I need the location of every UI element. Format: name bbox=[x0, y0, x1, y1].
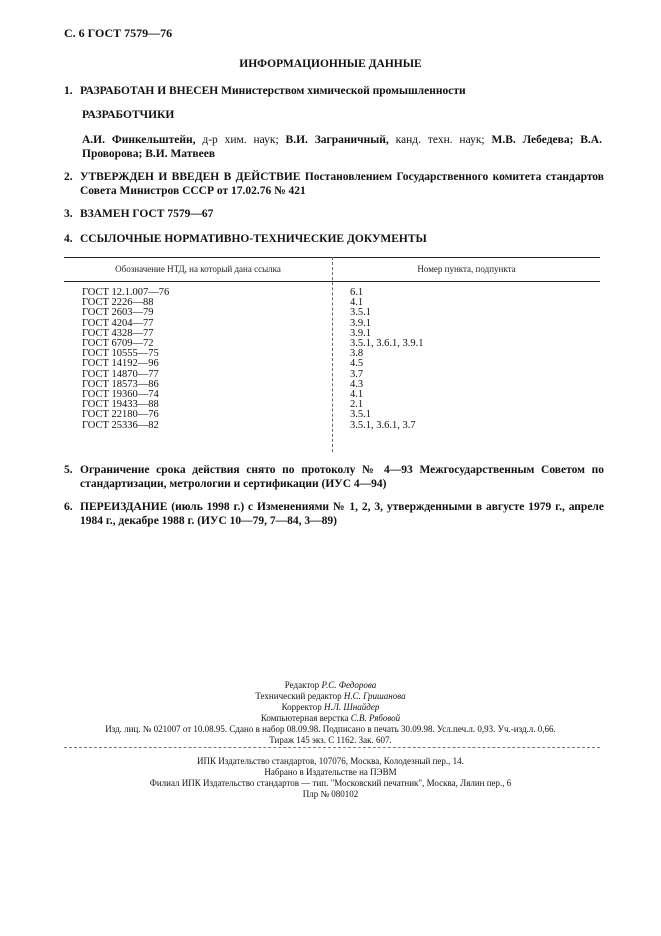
table-cell-designation: ГОСТ 2226—88 bbox=[82, 297, 154, 309]
table-cell-designation: ГОСТ 4204—77 bbox=[82, 317, 154, 329]
section-6-text: ПЕРЕИЗДАНИЕ (июль 1998 г.) с Изменениями № 1, 2, 3, утвержденными в августе 1979 г., апреле 1984 г., декабре 1988 г. (ИУС 10—79, 7—84, 3—89) bbox=[80, 501, 604, 527]
section-2: 2. УТВЕРЖДЕН И ВВЕДЕН В ДЕЙСТВИЕ Постановлением Государственного комитета стандартов Совета Министров СССР от 17.02.76 № 421 bbox=[64, 171, 604, 197]
page-title: ИНФОРМАЦИОННЫЕ ДАННЫЕ bbox=[239, 58, 422, 70]
table-header-clause: Номер пункта, подпункта bbox=[417, 264, 516, 274]
table-cell-clause: 4.1 bbox=[350, 297, 364, 309]
table-cell-designation: ГОСТ 19360—74 bbox=[82, 389, 159, 400]
credit-line: Корректор Н.Л. Шнайдер bbox=[281, 702, 380, 712]
publisher-line: Филиал ИПК Издательство стандартов — тип. "Московский печатник", Москва, Лялин пер., 6 bbox=[149, 778, 512, 788]
developer-rank: д-р хим. наук; bbox=[195, 134, 286, 146]
developer-name: В.А. Проворова; В.И. Матвеев bbox=[82, 134, 602, 160]
table-cell-clause: 4.1 bbox=[350, 389, 364, 400]
credit-line: Редактор Р.С. Федорова bbox=[284, 680, 377, 690]
table-cell-designation: ГОСТ 12.1.007—76 bbox=[82, 287, 170, 298]
table-cell-designation: ГОСТ 25336—82 bbox=[82, 419, 159, 431]
table-cell-clause: 3.5.1, 3.6.1, 3.7 bbox=[350, 419, 416, 431]
section-1-text: РАЗРАБОТАН И ВНЕСЕН Министерством химической промышленности bbox=[80, 85, 466, 97]
developer-name: В.И. Заграничный, bbox=[285, 134, 389, 146]
developer-rank: канд. техн. наук; bbox=[388, 134, 492, 146]
section-4-text: ССЫЛОЧНЫЕ НОРМАТИВНО-ТЕХНИЧЕСКИЕ ДОКУМЕНТЫ bbox=[80, 233, 427, 245]
table-cell-clause: 3.5.1 bbox=[350, 307, 371, 319]
section-3-text: ВЗАМЕН ГОСТ 7579—67 bbox=[80, 208, 214, 220]
page-header: С. 6 ГОСТ 7579—76 bbox=[64, 26, 173, 40]
footer-divider bbox=[64, 747, 600, 748]
table-cell-designation: ГОСТ 10555—75 bbox=[82, 348, 159, 360]
developer-name: А.И. Финкельштейн, bbox=[82, 134, 196, 146]
section-2-text: УТВЕРЖДЕН И ВВЕДЕН В ДЕЙСТВИЕ Постановлением Государственного комитета стандартов Совета Министров СССР от 17.02.76 № 421 bbox=[80, 171, 604, 197]
section-3: 3. ВЗАМЕН ГОСТ 7579—67 bbox=[64, 208, 214, 220]
imprint-line-1: Изд. лиц. № 021007 от 10.08.95. Сдано в набор 08.09.98. Подписано в печать 30.09.98. Усл.печ.л. 0,93. Уч.-изд.л. 0,66. bbox=[105, 724, 556, 734]
table-cell-designation: ГОСТ 4328—77 bbox=[82, 327, 154, 339]
publisher-line: ИПК Издательство стандартов, 107076, Москва, Колодезный пер., 14. bbox=[197, 756, 464, 766]
credit-line: Компьютерная верстка С.В. Рябовой bbox=[260, 713, 401, 723]
imprint bbox=[0, 724, 661, 746]
publisher-line: Плр № 080102 bbox=[302, 789, 359, 799]
table-cell-clause: 3.9.1 bbox=[350, 317, 371, 329]
section-1: 1. РАЗРАБОТАН И ВНЕСЕН Министерством химической промышленности bbox=[64, 85, 466, 97]
table-cell-designation: ГОСТ 6709—72 bbox=[82, 338, 154, 349]
imprint-line-2: Тираж 145 экз. С 1162. Зак. 607. bbox=[269, 735, 392, 745]
table-column-divider bbox=[332, 257, 334, 452]
credit-line: Технический редактор Н.С. Гришанова bbox=[255, 691, 406, 701]
table-cell-designation: ГОСТ 2603—79 bbox=[82, 307, 154, 319]
publisher-info bbox=[0, 756, 661, 800]
table-cell-designation: ГОСТ 14870—77 bbox=[82, 368, 159, 380]
table-cell-clause: 6.1 bbox=[350, 287, 364, 298]
table-header-designation: Обозначение НТД, на который дана ссылка bbox=[115, 264, 281, 274]
table-cell-designation: ГОСТ 14192—96 bbox=[82, 358, 159, 370]
credits bbox=[0, 680, 661, 724]
table-cell-clause: 2.1 bbox=[350, 399, 364, 411]
table-cell-designation: ГОСТ 18573—86 bbox=[82, 378, 159, 390]
table-cell-clause: 3.5.1 bbox=[350, 409, 371, 421]
developers-heading: РАЗРАБОТЧИКИ bbox=[82, 109, 175, 121]
table-cell-clause: 3.8 bbox=[350, 348, 364, 360]
table-cell-clause: 3.9.1 bbox=[350, 327, 371, 339]
section-4: 4. ССЫЛОЧНЫЕ НОРМАТИВНО-ТЕХНИЧЕСКИЕ ДОКУМЕНТЫ bbox=[64, 233, 427, 245]
section-5: 5. Ограничение срока действия снято по протоколу № 4—93 Межгосударственным Советом по стандартизации, метрологии и сертификации (ИУС 4—94) bbox=[64, 464, 604, 490]
section-6: 6. ПЕРЕИЗДАНИЕ (июль 1998 г.) с Изменениями № 1, 2, 3, утвержденными в августе 1979 г., апреле 1984 г., декабре 1988 г. (ИУС 10—79, 7—84, 3—89) bbox=[64, 501, 604, 527]
table-cell-clause: 3.5.1, 3.6.1, 3.9.1 bbox=[350, 338, 424, 349]
developer-name: М.В. Лебедева; bbox=[491, 134, 574, 146]
table-cell-designation: ГОСТ 19433—88 bbox=[82, 399, 159, 411]
table-cell-designation: ГОСТ 22180—76 bbox=[82, 409, 159, 421]
table-cell-clause: 4.5 bbox=[350, 358, 364, 370]
section-5-text: Ограничение срока действия снято по протоколу № 4—93 Межгосударственным Советом по стандартизации, метрологии и сертификации (ИУС 4—94) bbox=[80, 464, 604, 490]
publisher-line: Набрано в Издательстве на ПЭВМ bbox=[264, 767, 397, 777]
developers-list bbox=[82, 133, 602, 161]
table-cell-clause: 4.3 bbox=[350, 378, 364, 390]
table-cell-clause: 3.7 bbox=[350, 368, 364, 380]
